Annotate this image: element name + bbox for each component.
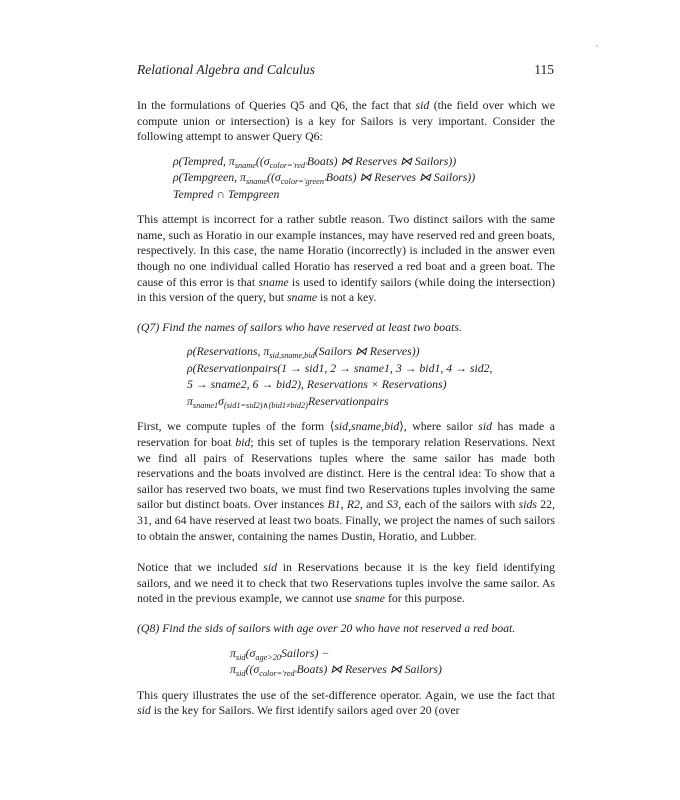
formula-q6-attempt — [137, 153, 555, 203]
page-number: 115 — [534, 62, 554, 77]
chapter-title: Relational Algebra and Calculus — [137, 62, 315, 77]
formula-q7 — [137, 343, 555, 409]
formula-line: $\pi_{sid}(\sigma_{age>20}Sailors)$ − — [230, 645, 330, 662]
paragraph-sid-note: Notice that we included sid in Reservations because it is the key field identifying sailors, and we need it to check that two Reservations tuples involve the same sailor. As noted in the previous example, we cannot use sname for this purpose. — [137, 560, 555, 606]
formula-line: ρ(Tempgreen, $\pi_{sname}((\sigma_{color='green'}Boats)$ ⋈ Reserves ⋈ Sailors)) — [173, 170, 476, 187]
page-body — [137, 98, 555, 719]
formula-line: ρ(Reservations, $\pi_{sid,sname,bid}(Sailors$ ⋈ Reserves)) — [187, 344, 420, 361]
formula-line: ρ(Reservationpairs(1 → sid1, 2 → sname1, 3 → bid1, 4 → sid2, — [187, 360, 493, 375]
formula-line: ρ(Tempred, $\pi_{sname}((\sigma_{color='red'}Boats)$ ⋈ Reserves ⋈ Sailors)) — [173, 153, 457, 170]
query-q7-statement: (Q7) Find the names of sailors who have reserved at least two boats. — [137, 319, 462, 334]
running-header — [137, 62, 554, 80]
formula-line: $\pi_{sname1}\sigma_{(sid1=sid2)\wedge(bid1\ne bid2)}Reservationpairs$ — [187, 393, 389, 410]
query-q8-statement: (Q8) Find the sids of sailors with age over 20 who have not reserved a red boat. — [137, 620, 516, 635]
formula-line: $\pi_{sid}((\sigma_{color='red'}Boats)$ ⋈ Reserves ⋈ Sailors) — [230, 662, 442, 678]
paragraph-set-difference: This query illustrates the use of the set-difference operator. Again, we use the fact that sid is the key for Sailors. We first identify sailors aged over 20 (over — [137, 687, 555, 718]
paragraph-key-importance: In the formulations of Queries Q5 and Q6, the fact that sid (the field over which we compute union or intersection) is a key for Sailors is very important. Consider the following attempt to answer Query Q6: — [137, 98, 555, 144]
formula-line: 5 → sname2, 6 → bid2), Reservations × Reservations) — [187, 377, 447, 392]
paragraph-q7-explanation: First, we compute tuples of the form ⟨sid,sname,bid⟩, where sailor sid has made a reservation for boat bid; this set of tuples is the temporary relation Reservations. Next we find all pairs of Reservations tuples where the same sailor has made both reservations and the boats involved are distinct. Here is the central idea: To show that a sailor has reserved two boats, we must find two Reservations tuples involving the same sailor but distinct boats. Over instances B1, R2, and S3, each of the sailors with sids 22, 31, and 64 have reserved at least two boats. Finally, we project the names of such sailors to obtain the answer, containing the names Dustin, Horatio, and Lubber. — [137, 419, 556, 543]
formula-q8 — [137, 645, 555, 678]
formula-line: Tempred ∩ Tempgreen — [173, 186, 280, 201]
paragraph-subtle-error: This attempt is incorrect for a rather subtle reason. Two distinct sailors with the same name, such as Horatio in our example instances, may have reserved red and green boats, respectively. In this case, the name Horatio (incorrectly) is included in the answer even though no one individual called Horatio has reserved a red boat and a green boat. The cause of this error is that sname is used to identify sailors (while doing the intersection) in this version of the query, but sname is not a key. — [137, 212, 555, 305]
scan-speck — [596, 45, 598, 47]
